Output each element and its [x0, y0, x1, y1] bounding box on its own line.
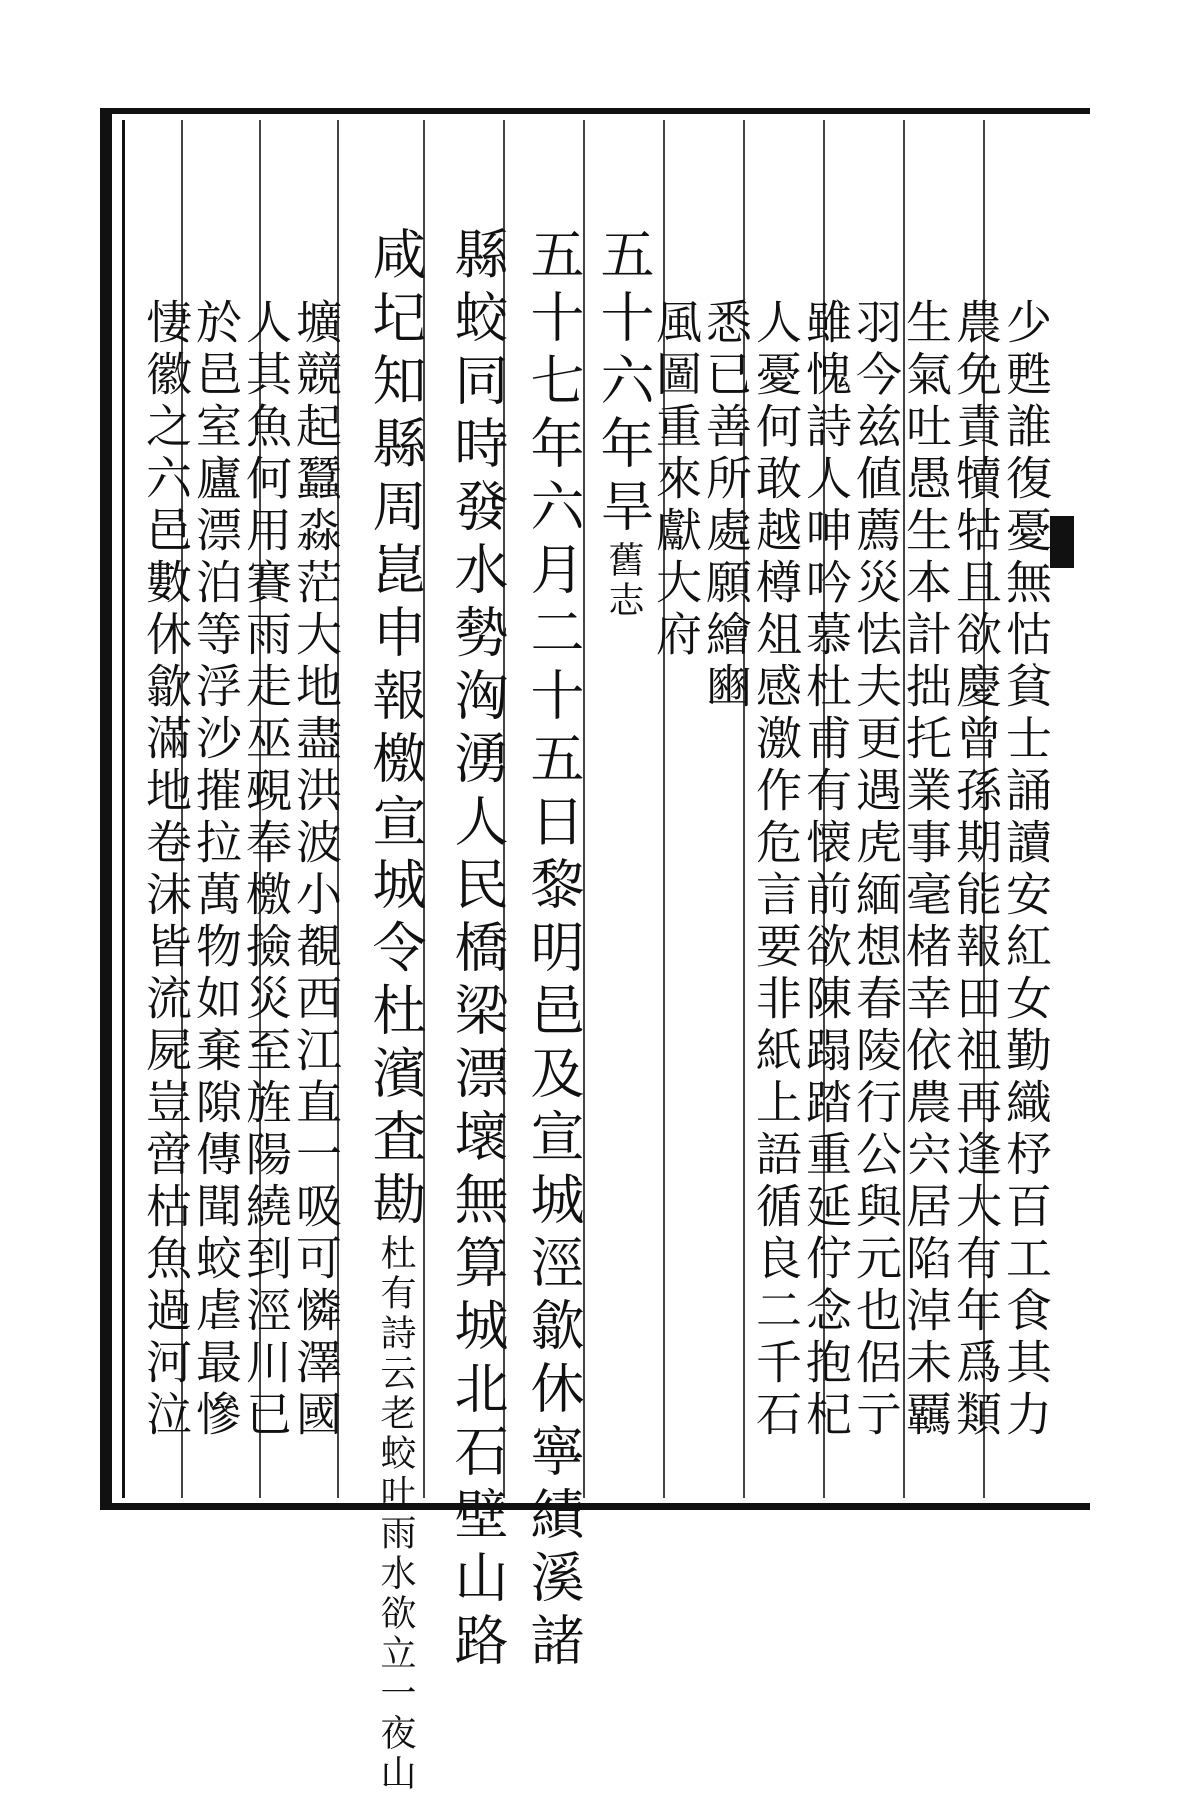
text-column-11: 縣蛟同時發水勢洶湧人民橋梁漂壞無算城北石壁山路 — [446, 226, 509, 1675]
inner-border — [122, 120, 125, 1498]
text-column-3: 生氣吐愚生本計拙托業事毫楮幸依農宍居陷淖未覊 — [899, 298, 953, 1442]
main-text: 咸圮知縣周崑申報檄宣城令杜濱査勘 — [364, 226, 427, 1234]
heading-text: 五十六年旱 — [592, 226, 655, 541]
source-note: 舊志 — [603, 541, 644, 621]
text-column-6: 人憂何敢越樽俎感激作危言要非紙上語循良二千石 — [749, 298, 803, 1442]
heading-year-56 — [588, 226, 658, 621]
text-column-1: 少甦誰復憂無怙貧士誦讀安紅女勤織杼百工食其力 — [999, 298, 1053, 1442]
text-column-14: 人其魚何用賽雨走巫覡奉檄撿災至旌陽繞到涇川已 — [239, 298, 293, 1442]
text-column-10: 五十七年六月二十五日黎明邑及宣城涇歙休寧績溪諸 — [522, 226, 585, 1675]
text-column-13: 壙競起蠶淼茫大地盡洪波小覩西江直一吸可憐澤國 — [289, 298, 343, 1442]
text-column-16: 悽徽之六邑數休歙滿地卷沫皆流屍豈啻枯魚過河泣 — [139, 298, 193, 1442]
text-column-2: 農免責犢牯且欲慶曾孫期能報田祖再逢大有年爲類 — [949, 298, 1003, 1442]
text-column-4: 羽今兹値薦災怯夫更遇虎緬想春陵行公與元也侶亍 — [849, 298, 903, 1442]
text-column-7: 悉已善所處願繪豳 — [699, 298, 753, 714]
text-column-12 — [360, 226, 430, 1794]
poem-note: 杜有詩云老蛟吐雨水欲立一夜山 — [375, 1234, 416, 1794]
text-column-15: 於邑室廬漂泊等浮沙摧拉萬物如棄隙傳聞蛟虐最慘 — [189, 298, 243, 1442]
text-column-8: 風圖重來獻大府 — [649, 298, 703, 662]
text-column-5: 雖愧詩人呻吟慕杜甫有懐前欲陳蹋踏重延佇念抱杞 — [799, 298, 853, 1442]
